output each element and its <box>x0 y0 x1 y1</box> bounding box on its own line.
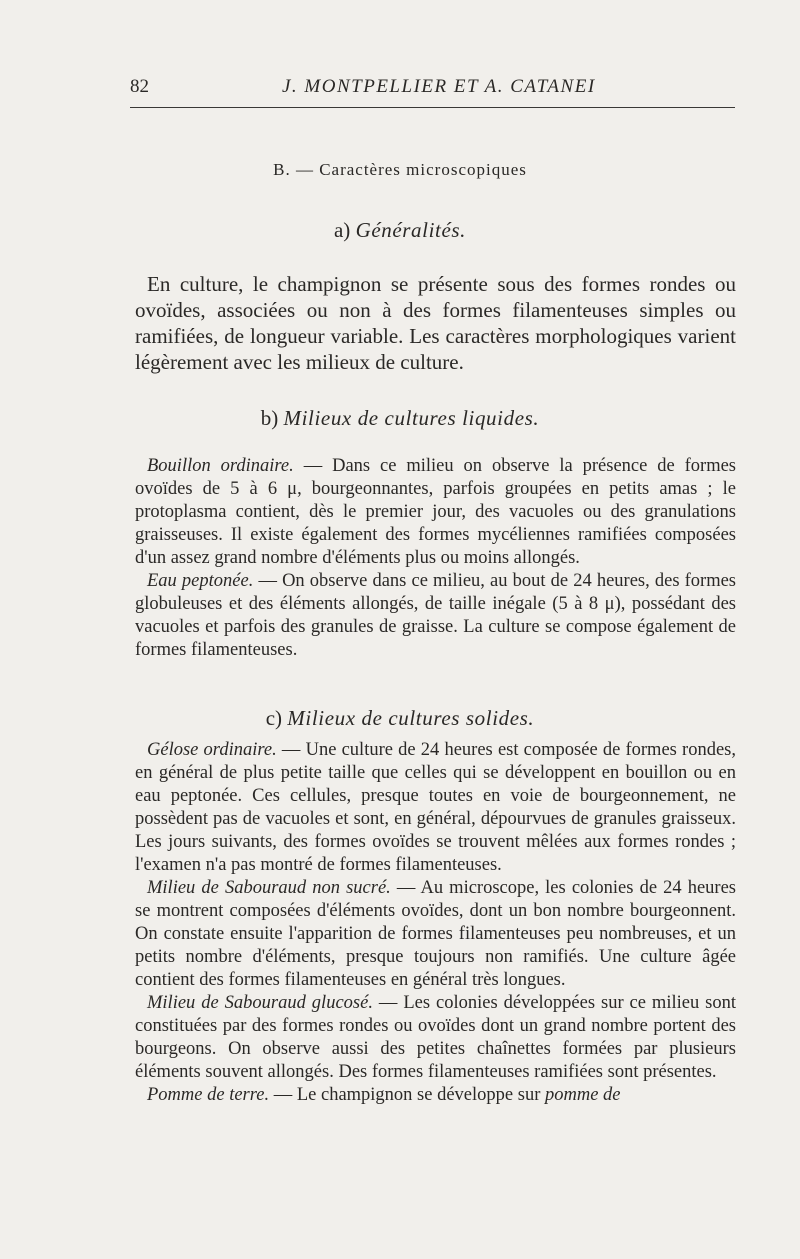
generalites-paragraph: En culture, le champignon se présente sous des formes rondes ou ovoïdes, associées ou non à des formes filamenteuses simples ou ramifiées, de longueur variable. Les caractères morphologiques varient légèrement avec les milieux de culture. <box>135 272 736 374</box>
paragraph-sabouraud-glucose <box>135 992 736 1084</box>
subheading-prefix: c) <box>265 706 283 730</box>
paragraph-label: Milieu de Sabouraud non sucré. <box>147 878 391 898</box>
subheading-prefix: a) <box>333 218 351 242</box>
paragraph-text: — Les colonies développées sur ce milieu sont constituées par des formes rondes ou ovoïdes dont un grand nombre portent des bourgeons. On observe aussi des petites chaînettes formées par plusieurs éléments souvent allongés. Des formes filamenteuses ramifiées sont présentes. <box>135 993 736 1082</box>
subheading-text: Milieux de cultures solides. <box>287 706 535 730</box>
paragraph-label: Bouillon ordinaire. <box>147 456 294 476</box>
page-header <box>130 76 735 106</box>
paragraph-label: Pomme de terre. <box>147 1085 270 1105</box>
subheading-liquides <box>0 406 800 431</box>
paragraph-sabouraud-non-sucre <box>135 877 736 992</box>
paragraph-text: — Le champignon se développe sur <box>269 1085 545 1105</box>
section-title: B. — Caractères microscopiques <box>273 160 527 179</box>
paragraph-text: — Une culture de 24 heures est composée de formes rondes, en général de plus petite taille que celles qui se développent en bouillon ou en eau peptonée. Ces cellules, presque toutes en voie de bourgeonnement, ne possèdent pas de vacuoles et sont, en général, dépourvues de granules graisseux. Les jours suivants, des formes ovoïdes se trouvent mêlées aux formes rondes ; l'examen n'a pas montré de formes filamenteuses. <box>135 740 736 875</box>
paragraph-label: Milieu de Sabouraud glucosé. <box>147 993 373 1013</box>
paragraph-text: — Dans ce milieu on observe la présence de formes ovoïdes de 5 à 6 μ, bourgeonnantes, parfois groupées en petits amas ; le protoplasma contient, dès le premier jour, des vacuoles ou des granulations graisseuses. Il existe également des formes mycéliennes ramifiées composées d'un assez grand nombre d'éléments plus ou moins allongés. <box>135 456 736 568</box>
paragraph-text: — Au microscope, les colonies de 24 heures se montrent composées d'éléments ovoïdes, dont un bon nombre bourgeonnent. On constate ensuite l'apparition de formes filamenteuses peu nombreuses, et un petits nombre d'éléments, presque toujours non ramifiés. Une culture âgée contient des formes filamenteuses en général très longues. <box>135 878 737 990</box>
subheading-solides <box>0 706 800 731</box>
subheading-prefix: b) <box>260 406 279 430</box>
subheading-generalites <box>0 218 800 243</box>
liquides-paragraphs <box>135 455 736 662</box>
paragraph-eau-peptonee <box>135 570 736 662</box>
header-rule <box>130 107 735 108</box>
subheading-text: Milieux de cultures liquides. <box>283 406 540 430</box>
paragraph-label: Gélose ordinaire. <box>147 740 277 760</box>
paragraph-pomme-de-terre <box>135 1084 736 1107</box>
paragraph-text: — On observe dans ce milieu, au bout de 24 heures, des formes globuleuses et des éléments allongés, de taille inégale (5 à 8 μ), possédant des vacuoles et parfois des granules de graisse. La culture se compose également de formes filamenteuses. <box>135 571 737 660</box>
generalites-paragraph-block <box>135 271 736 375</box>
paragraph-tail: pomme de <box>544 1085 621 1105</box>
paragraph-gelose <box>135 739 736 877</box>
running-title: J. MONTPELLIER ET A. CATANEI <box>282 76 596 97</box>
paragraph-bouillon <box>135 455 736 570</box>
subheading-text: Généralités. <box>355 218 466 242</box>
solides-paragraphs <box>135 739 736 1107</box>
paragraph-label: Eau peptonée. <box>147 571 254 591</box>
page-number: 82 <box>130 76 149 97</box>
